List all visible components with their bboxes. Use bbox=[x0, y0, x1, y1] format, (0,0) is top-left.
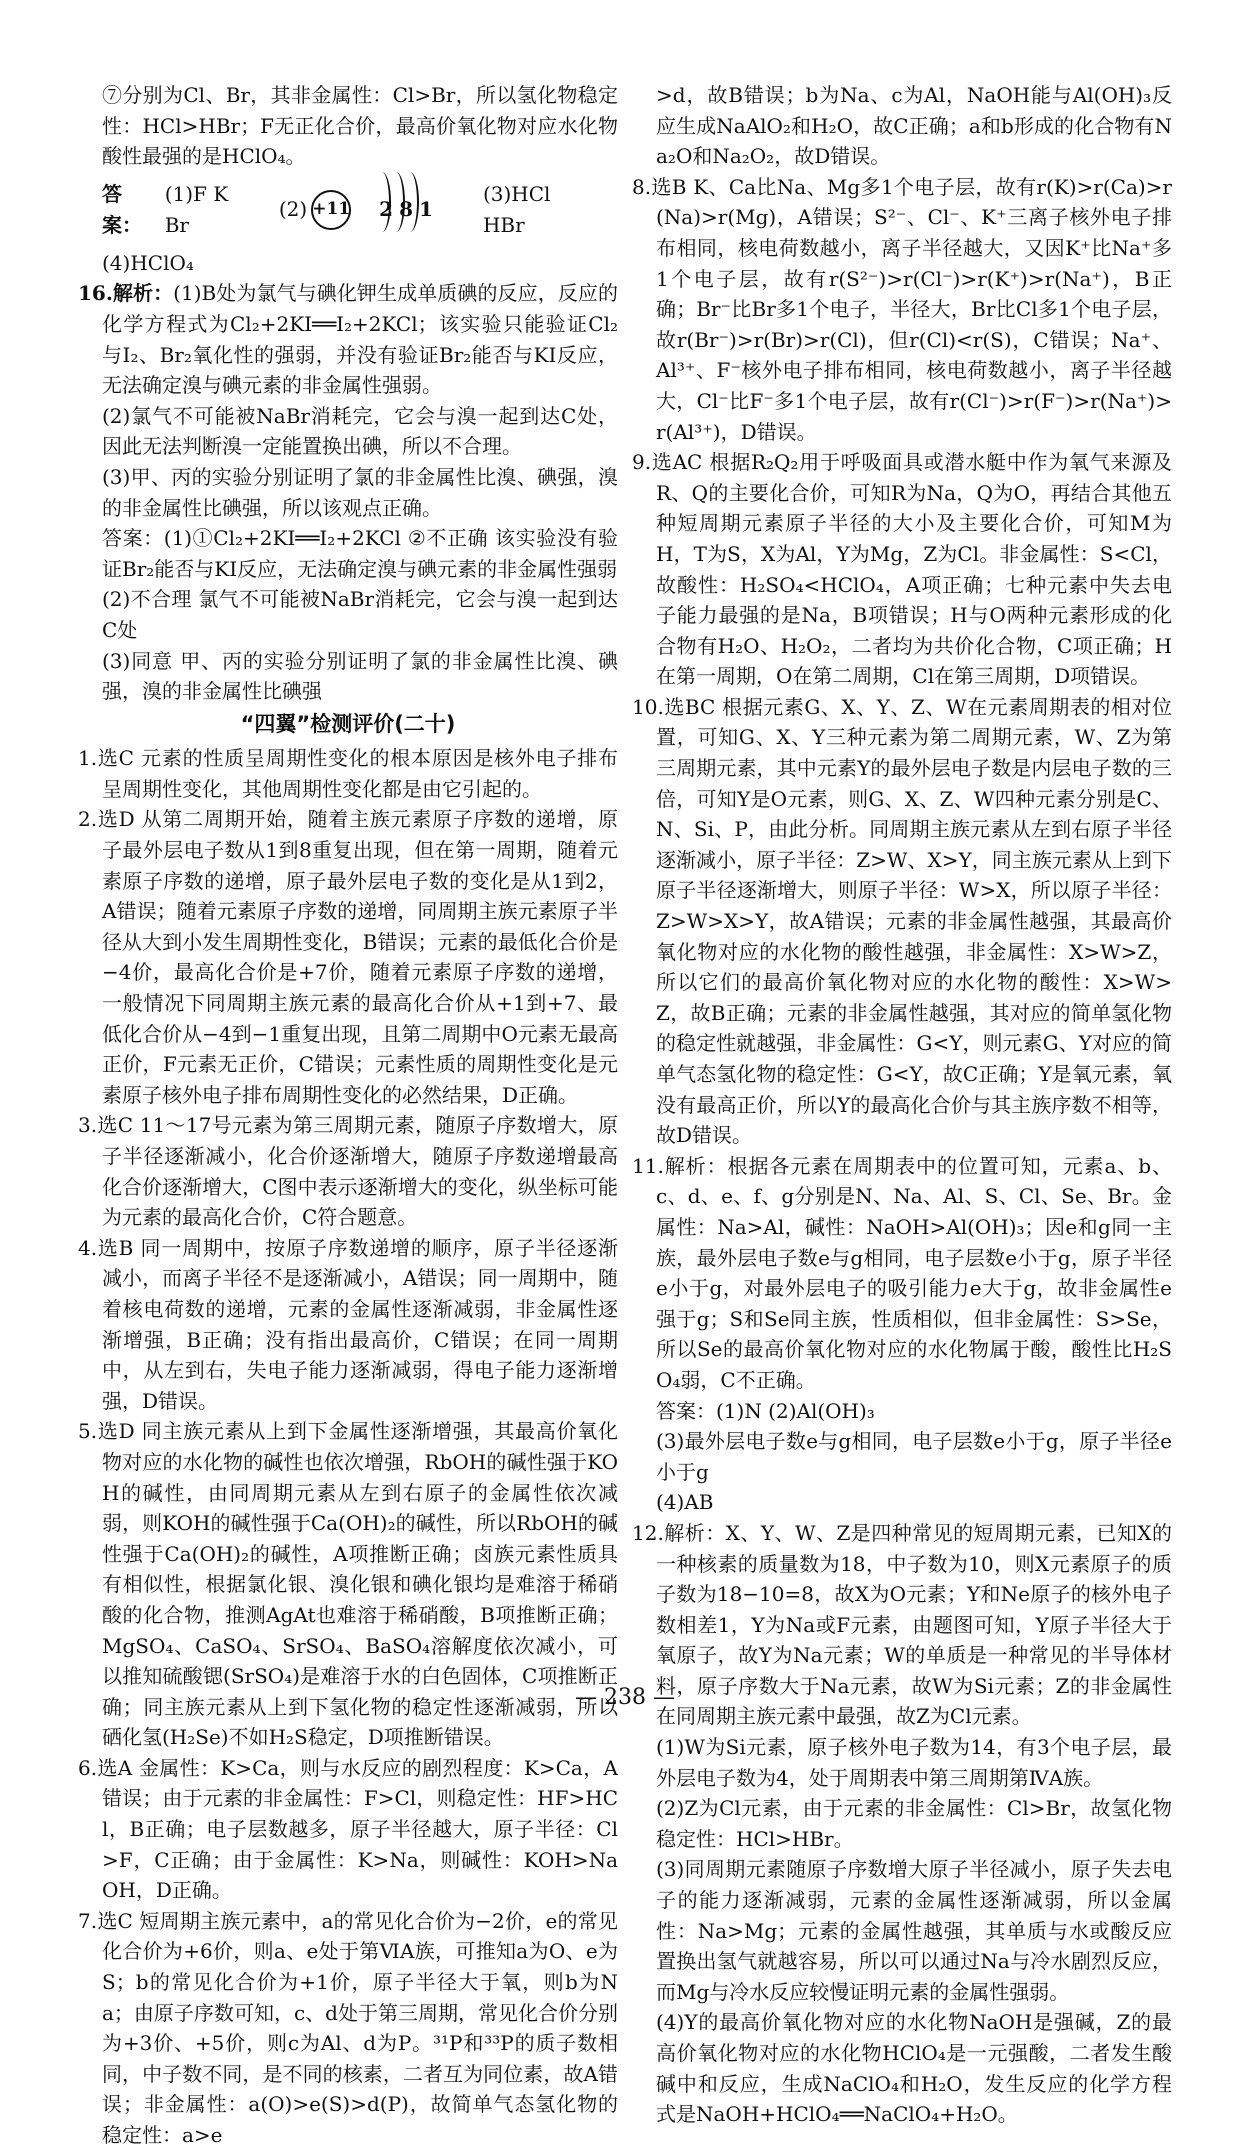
answer-part-1: (1)F K Br bbox=[164, 182, 229, 237]
q15-continuation: ⑦分别为Cl、Br，其非金属性：Cl>Br，所以氢化物稳定性：HCl>HBr；F无正化合价，最高价氧化物对应水化物酸性最强的是HClO₄。 bbox=[102, 83, 618, 169]
q16-part-3: (3)甲、丙的实验分别证明了氯的非金属性比溴、碘强，溴的非金属性比碘强，所以该观点正确。 bbox=[102, 464, 618, 520]
q12: 12.解析：X、Y、W、Z是四种常见的短周期元素，已知X的一种核素的质量数为18，中子数为10，则X元素原子的质子数为18−10=8，故X为O元素；Y和Ne原子的核外电子数相差1，Y为Na或F元素，由题图可知，Y原子半径大于氧原子，故Y为Na元素；W的单质是一种常见的半导体材料，原子序数大于Na元素，故W为Si元素；Z的非金属性在同周期主族元素中最强，故Z为Cl元素。 bbox=[632, 1520, 1172, 1729]
right-column bbox=[632, 80, 1172, 2130]
q16-answer-3: (3)同意 甲、丙的实验分别证明了氯的非金属性比溴、碘强，溴的非金属性比碘强 bbox=[102, 648, 618, 704]
q2: 2.选D 从第二周期开始，随着主族元素原子序数的递增，原子最外层电子数从1到8重复出现，但在第一周期，随着元素原子序数的递增，原子最外层电子数的变化是从1到2，A错误；随着元素原子序数的递增，同周期主族元素原子半径从大到小发生周期性变化，B错误；元素的最低化合价是−4价，最高化合价是+7价，随着元素原子序数的递增，一般情况下同周期主族元素的最高化合价从+1到+7、最低化合价从−4到−1重复出现，且第二周期中O元素无最高正价，F元素无正价，C错误；元素性质的周期性变化是元素原子核外电子排布周期性变化的必然结果，D正确。 bbox=[78, 807, 618, 1107]
q12-part-2: (2)Z为Cl元素，由于元素的非金属性：Cl>Br，故氢化物稳定性：HCl>HBr。 bbox=[656, 1796, 1172, 1851]
q11-answer-3: (4)AB bbox=[656, 1490, 714, 1515]
section-title: “四翼”检测评价(二十) bbox=[240, 711, 456, 736]
q4: 4.选B 同一周期中，按原子序数递增的顺序，原子半径逐渐减小，而离子半径不是逐渐减小，A错误；同一周期中，随着核电荷数的递增，元素的金属性逐渐减弱，非金属性逐渐增强，B正确；没有指出最高价，C错误；在同一周期中，从左到右，失电子能力逐渐减弱，得电子能力逐渐增强，D错误。 bbox=[78, 1235, 618, 1413]
nucleus-circle: +11 bbox=[311, 190, 351, 230]
answer-part-4: (4)HClO₄ bbox=[102, 250, 194, 275]
q12-part-4: (4)Y的最高价氧化物对应的水化物NaOH是强碱，Z的最高价氧化物对应的水化物HClO₄是一元强酸，二者发生酸碱中和反应，生成NaClO₄和H₂O，发生反应的化学方程式是NaOH+HClO₄══NaClO₄+H₂O。 bbox=[656, 2010, 1172, 2127]
q16-part-2: (2)氯气不可能被NaBr消耗完，它会与溴一起到达C处，因此无法判断溴一定能置换出碘，所以不合理。 bbox=[102, 403, 618, 459]
q10: 10.选BC 根据元素G、X、Y、Z、W在元素周期表的相对位置，可知G、X、Y三种元素为第二周期元素，W、Z为第三周期元素，其中元素Y的最外层电子数是内层电子数的三倍，可知Y是O元素，则G、X、Z、W四种元素分别是C、N、Si、P，由此分析。同周期主族元素从左到右原子半径逐渐减小，原子半径：Z>W、X>Y，同主族元素从上到下原子半径逐渐增大，则原子半径：W>X，所以原子半径：Z>W>X>Y，故A错误；元素的非金属性越强，其最高价氧化物对应的水化物的酸性越强，非金属性：X>W>Z，所以它们的最高价氧化物对应的水化物的酸性：X>W>Z，故B正确；元素的非金属性越强，其对应的简单氢化物的稳定性就越强，非金属性：G<Y，则元素G、Y对应的简单气态氢化物的稳定性：G<Y，故C正确；Y是氧元素，氧没有最高正价，所以Y的最高化合价与其主族序数不相等，故D错误。 bbox=[632, 694, 1172, 1148]
q12-part-3: (3)同周期元素随原子序数增大原子半径减小，原子失去电子的能力逐渐减弱，元素的金属性逐渐减弱，所以金属性：Na>Mg；元素的金属性越强，其单质与水或酸反应置换出氢气就越容易，所以可以通过Na与冷水剧烈反应，而Mg与冷水反应较慢证明元素的金属性强弱。 bbox=[656, 1857, 1172, 2004]
q11-answer-1: 答案：(1)N (2)Al(OH)₃ bbox=[656, 1398, 875, 1423]
shell-arc bbox=[401, 172, 419, 232]
q3: 3.选C 11～17号元素为第三周期元素，随原子序数增大，原子半径逐渐减小，化合价逐渐增大，随原子序数递增最高化合价逐渐增大，C图中表示逐渐增大的变化，纵坐标可能为元素的最高化合价，C符合题意。 bbox=[78, 1113, 618, 1230]
q16-label bbox=[78, 278, 618, 400]
shell-1: 2 bbox=[379, 197, 394, 222]
q7: 7.选C 短周期主族元素中，a的常见化合价为−2价，e的常见化合价为+6价，则a、e处于第ⅥA族，可推知a为O、e为S；b的常见化合价为+1价，原子半径大于氧，则b为Na；由原子序数可知，c、d处于第三周期，常见化合价分别为+3价、+5价，则c为Al、d为P。³¹P和³³P的质子数相同，中子数不同，是不同的核素，二者互为同位素，故A错误；非金属性：a(O)>e(S)>d(P)，故简单气态氢化物的稳定性：a>e bbox=[78, 1908, 618, 2147]
answer-part-3: (3)HCl HBr bbox=[482, 182, 551, 237]
q15-answer bbox=[78, 178, 618, 242]
q8: 8.选B K、Ca比Na、Mg多1个电子层，故有r(K)>r(Ca)>r(Na)>r(Mg)，A错误；S²⁻、Cl⁻、K⁺三离子核外电子排布相同，核电荷数越小，离子半径越大，又因K⁺比Na⁺多1个电子层，故有r(S²⁻)>r(Cl⁻)>r(K⁺)>r(Na⁺)，B正确；Br⁻比Br多1个电子，半径大，Br比Cl多1个电子层，故r(Br⁻)>r(Br)>r(Cl)，但r(Cl)<r(S)，C错误；Na⁺、Al³⁺、F⁻核外电子排布相同，核电荷数越小，离子半径越大，Cl⁻比F⁻多1个电子层，故有r(Cl⁻)>r(F⁻)>r(Na⁺)>r(Al³⁺)，D错误。 bbox=[632, 174, 1172, 444]
sodium-atom-structure-diagram bbox=[311, 190, 461, 230]
q7-continuation: >d，故B错误；b为Na、c为Al，NaOH能与Al(OH)₃反应生成NaAlO₂和H₂O，故C正确；a和b形成的化合物有Na₂O和Na₂O₂，故D错误。 bbox=[656, 83, 1172, 169]
q16-answer-2: (2)不合理 氯气不可能被NaBr消耗完，它会与溴一起到达C处 bbox=[102, 587, 618, 642]
shell-2: 8 bbox=[399, 197, 414, 222]
q9: 9.选AC 根据R₂Q₂用于呼吸面具或潜水艇中作为氧气来源及R、Q的主要化合价，可知R为Na，Q为O，再结合其他五种短周期元素原子半径的大小及主要化合价，可知M为H，T为S，X为Al，Y为Mg，Z为Cl。非金属性：S<Cl，故酸性：H₂SO₄<HClO₄，A项正确；七种元素中失去电子能力最强的是Na，B项错误；H与O两种元素形成的化合物有H₂O、H₂O₂，二者均为共价化合物，C项正确；H在第一周期，O在第二周期，Cl在第三周期，D项错误。 bbox=[632, 450, 1172, 689]
q11: 11.解析：根据各元素在周期表中的位置可知，元素a、b、c、d、e、f、g分别是N、Na、Al、S、Cl、Se、Br。金属性：Na>Al，碱性：NaOH>Al(OH)₃；因e和g同一主族，最外层电子数e与g相同，电子层数e小于g，原子半径e小于g，对最外层电子的吸引能力e大于g，故非金属性e强于g；S和Se同主族，性质相似，但非金属性：S>Se，所以Se的最高价氧化物对应的水化物属于酸，酸性比H₂SO₄弱，C不正确。 bbox=[632, 1153, 1172, 1392]
page-number: — 238 — bbox=[575, 1685, 675, 1710]
q11-answer-2: (3)最外层电子数e与g相同，电子层数e小于g，原子半径e小于g bbox=[656, 1429, 1172, 1484]
q16-answer: 答案：(1)①Cl₂+2KI══I₂+2KCl ②不正确 该实验没有验证Br₂能否与KI反应，无法确定溴与碘元素的非金属性强弱 bbox=[102, 526, 618, 581]
answer-label: 答案： bbox=[102, 182, 142, 237]
q12-part-1: (1)W为Si元素，原子核外电子数为14，有3个电子层，最外层电子数为4，处于周期表中第三周期第ⅣA族。 bbox=[656, 1735, 1172, 1790]
q16-text: (1)B处为氯气与碘化钾生成单质碘的反应，反应的化学方程式为Cl₂+2KI══I₂+2KCl；该实验只能验证Cl₂与I₂、Br₂氧化性的强弱，并没有验证Br₂能否与KI反应，无法确定溴与碘元素的非金属性强弱。 bbox=[102, 281, 619, 398]
answer-part-2: (2) bbox=[278, 197, 308, 222]
shell-3: 1 bbox=[419, 197, 433, 222]
q1: 1.选C 元素的性质呈周期性变化的根本原因是核外电子排布呈周期性变化，其他周期性变化都是由它引起的。 bbox=[78, 746, 618, 801]
q16-label-text: 16.解析： bbox=[78, 281, 174, 306]
q5: 5.选D 同主族元素从上到下金属性逐渐增强，其最高价氧化物对应的水化物的碱性也依次增强，RbOH的碱性强于KOH的碱性，由同周期元素从左到右原子的金属性依次减弱，则KOH的碱性强于Ca(OH)₂的碱性，所以RbOH的碱性强于Ca(OH)₂的碱性，A项推断正确；卤族元素性质具有相似性，根据氯化银、溴化银和碘化银均是难溶于稀硝酸的化合物，推测AgAt也难溶于稀硝酸，B项推断正确；MgSO₄、CaSO₄、SrSO₄、BaSO₄溶解度依次减小，可以推知硫酸锶(SrSO₄)是难溶于水的白色固体，C项推断正确；同主族元素从上到下氢化物的稳定性逐渐减弱，所以硒化氢(H₂Se)不如H₂S稳定，D项推断错误。 bbox=[78, 1419, 618, 1750]
left-column bbox=[78, 80, 618, 2151]
electron-shells bbox=[379, 194, 439, 225]
q6: 6.选A 金属性：K>Ca，则与水反应的剧烈程度：K>Ca，A错误；由于元素的非金属性：F>Cl，则稳定性：HF>HCl，B正确；电子层数越多，原子半径越大，原子半径：Cl>F，C正确；由于金属性：K>Na，则碱性：KOH>NaOH，D正确。 bbox=[78, 1755, 618, 1903]
